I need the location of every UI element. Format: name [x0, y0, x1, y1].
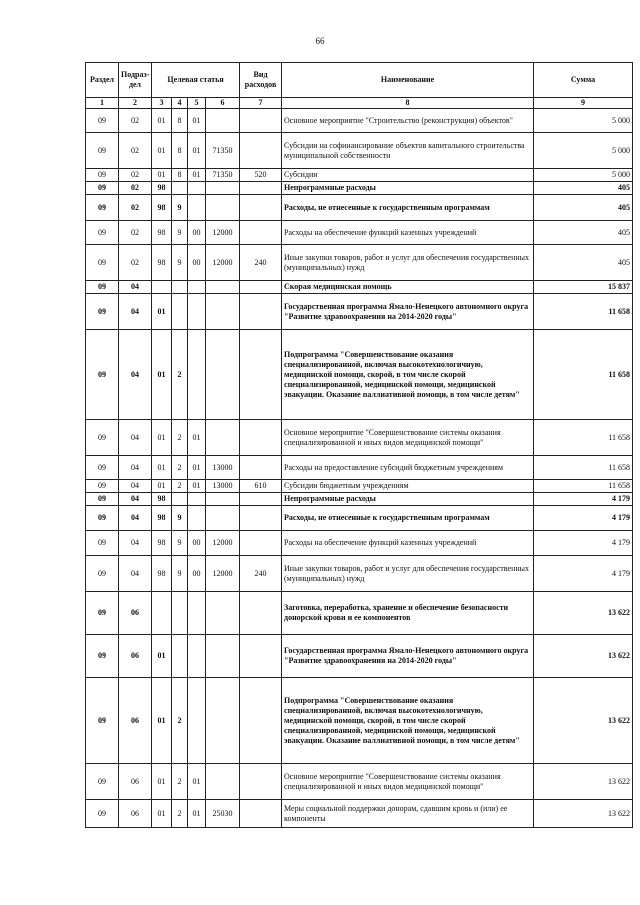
- target-code-2-cell: [172, 182, 188, 195]
- naimenovanie-cell: Основное мероприятие "Строительство (реконструкция) объектов": [282, 109, 534, 133]
- naimenovanie-cell: Расходы, не отнесенные к государственным программам: [282, 506, 534, 531]
- target-code-4-cell: [206, 635, 240, 678]
- target-code-4-cell: [206, 678, 240, 764]
- razdel-cell: 09: [86, 169, 119, 182]
- summa-cell: 13 622: [534, 764, 633, 800]
- header-summa: Сумма: [534, 63, 633, 98]
- naimenovanie-cell: Субсидии на софинансирование объектов капитального строительства муниципальной собственности: [282, 133, 534, 169]
- target-code-2-cell: 2: [172, 480, 188, 493]
- summa-cell: 13 622: [534, 635, 633, 678]
- vid-rashodov-cell: 610: [240, 480, 282, 493]
- naimenovanie-cell: Государственная программа Ямало-Ненецкого автономного округа "Развитие здравоохранения на 2014-2020 годы": [282, 635, 534, 678]
- vid-rashodov-cell: [240, 493, 282, 506]
- naimenovanie-cell: Иные закупки товаров, работ и услуг для обеспечения государственных (муниципальных) нужд: [282, 556, 534, 592]
- column-number: 5: [188, 98, 206, 109]
- page-number: 66: [315, 36, 325, 46]
- target-code-1-cell: 01: [152, 330, 172, 420]
- table-row: [86, 635, 633, 678]
- table-row: [86, 678, 633, 764]
- podrazdel-cell: 02: [119, 245, 152, 281]
- target-code-1-cell: 01: [152, 480, 172, 493]
- naimenovanie-cell: Основное мероприятие "Совершенствование системы оказания специализированной и иных видов медицинской помощи": [282, 764, 534, 800]
- target-code-1-cell: 01: [152, 635, 172, 678]
- vid-rashodov-cell: [240, 531, 282, 556]
- target-code-2-cell: 8: [172, 169, 188, 182]
- razdel-cell: 09: [86, 493, 119, 506]
- summa-cell: 13 622: [534, 678, 633, 764]
- summa-cell: 5 000: [534, 169, 633, 182]
- summa-cell: 405: [534, 182, 633, 195]
- target-code-3-cell: 01: [188, 480, 206, 493]
- target-code-2-cell: 9: [172, 506, 188, 531]
- target-code-4-cell: [206, 420, 240, 456]
- table-row: [86, 245, 633, 281]
- target-code-2-cell: [172, 592, 188, 635]
- vid-rashodov-cell: [240, 800, 282, 828]
- summa-cell: 5 000: [534, 133, 633, 169]
- vid-rashodov-cell: [240, 195, 282, 221]
- header-podrazdel: Подраз-дел: [119, 63, 152, 98]
- target-code-1-cell: 98: [152, 182, 172, 195]
- table-row: [86, 182, 633, 195]
- target-code-4-cell: [206, 592, 240, 635]
- header-razdel: Раздел: [86, 63, 119, 98]
- header-tselevaya-statya: Целевая статья: [152, 63, 240, 98]
- target-code-2-cell: 9: [172, 195, 188, 221]
- razdel-cell: 09: [86, 678, 119, 764]
- table-row: [86, 169, 633, 182]
- column-number: 4: [172, 98, 188, 109]
- table-row: [86, 330, 633, 420]
- target-code-3-cell: 01: [188, 169, 206, 182]
- naimenovanie-cell: Расходы на обеспечение функций казенных учреждений: [282, 531, 534, 556]
- vid-rashodov-cell: [240, 133, 282, 169]
- naimenovanie-cell: Субсидии бюджетным учреждениям: [282, 480, 534, 493]
- razdel-cell: 09: [86, 182, 119, 195]
- podrazdel-cell: 02: [119, 109, 152, 133]
- podrazdel-cell: 02: [119, 195, 152, 221]
- podrazdel-cell: 04: [119, 506, 152, 531]
- table-row: [86, 480, 633, 493]
- summa-cell: 4 179: [534, 531, 633, 556]
- table-row: [86, 195, 633, 221]
- table-row: [86, 221, 633, 245]
- podrazdel-cell: 02: [119, 182, 152, 195]
- naimenovanie-cell: Непрограммные расходы: [282, 493, 534, 506]
- vid-rashodov-cell: [240, 281, 282, 294]
- target-code-3-cell: 00: [188, 531, 206, 556]
- table-row: [86, 506, 633, 531]
- naimenovanie-cell: Непрограммные расходы: [282, 182, 534, 195]
- target-code-3-cell: 00: [188, 221, 206, 245]
- naimenovanie-cell: Расходы на предоставление субсидий бюджетным учреждениям: [282, 456, 534, 480]
- vid-rashodov-cell: [240, 635, 282, 678]
- budget-table: [85, 62, 633, 828]
- target-code-4-cell: [206, 195, 240, 221]
- summa-cell: 11 658: [534, 456, 633, 480]
- table-body: [86, 109, 633, 828]
- naimenovanie-cell: Подпрограмма "Совершенствование оказания специализированной, включая высокотехнологичную, медицинской помощи, скорой, в том числе скорой специализированной, медицинской помощи, медицинской эвакуации. Оказание паллиативной помощи, в том числе детям": [282, 330, 534, 420]
- razdel-cell: 09: [86, 109, 119, 133]
- table-row: [86, 493, 633, 506]
- naimenovanie-cell: Иные закупки товаров, работ и услуг для обеспечения государственных (муниципальных) нужд: [282, 245, 534, 281]
- table-row: [86, 556, 633, 592]
- target-code-4-cell: 13000: [206, 456, 240, 480]
- vid-rashodov-cell: [240, 109, 282, 133]
- razdel-cell: 09: [86, 281, 119, 294]
- podrazdel-cell: 04: [119, 493, 152, 506]
- target-code-2-cell: 9: [172, 531, 188, 556]
- target-code-4-cell: 71350: [206, 169, 240, 182]
- target-code-1-cell: 01: [152, 133, 172, 169]
- summa-cell: 405: [534, 195, 633, 221]
- target-code-3-cell: [188, 195, 206, 221]
- target-code-2-cell: 2: [172, 456, 188, 480]
- target-code-2-cell: 2: [172, 678, 188, 764]
- target-code-1-cell: 98: [152, 493, 172, 506]
- target-code-4-cell: [206, 493, 240, 506]
- target-code-2-cell: [172, 281, 188, 294]
- summa-cell: 11 658: [534, 480, 633, 493]
- summa-cell: 11 658: [534, 420, 633, 456]
- naimenovanie-cell: Основное мероприятие "Совершенствование системы оказания специализированной и иных видов медицинской помощи": [282, 420, 534, 456]
- razdel-cell: 09: [86, 294, 119, 330]
- column-number: 1: [86, 98, 119, 109]
- naimenovanie-cell: Субсидии: [282, 169, 534, 182]
- column-number: 3: [152, 98, 172, 109]
- target-code-2-cell: 2: [172, 420, 188, 456]
- target-code-3-cell: 00: [188, 245, 206, 281]
- summa-cell: 11 658: [534, 294, 633, 330]
- podrazdel-cell: 02: [119, 169, 152, 182]
- target-code-4-cell: 12000: [206, 221, 240, 245]
- table-row: [86, 456, 633, 480]
- target-code-4-cell: [206, 330, 240, 420]
- summa-cell: 4 179: [534, 556, 633, 592]
- target-code-4-cell: [206, 109, 240, 133]
- target-code-2-cell: [172, 294, 188, 330]
- podrazdel-cell: 04: [119, 330, 152, 420]
- razdel-cell: 09: [86, 245, 119, 281]
- column-number: 7: [240, 98, 282, 109]
- target-code-2-cell: 2: [172, 764, 188, 800]
- target-code-1-cell: 01: [152, 169, 172, 182]
- vid-rashodov-cell: [240, 456, 282, 480]
- header-naimenovanie: Наименование: [282, 63, 534, 98]
- header-vid-rashodov: Вид расходов: [240, 63, 282, 98]
- target-code-2-cell: 8: [172, 109, 188, 133]
- column-number-row: [86, 98, 633, 109]
- target-code-2-cell: [172, 493, 188, 506]
- table-row: [86, 592, 633, 635]
- table-row: [86, 109, 633, 133]
- target-code-4-cell: 12000: [206, 245, 240, 281]
- target-code-1-cell: 98: [152, 556, 172, 592]
- razdel-cell: 09: [86, 330, 119, 420]
- target-code-1-cell: 01: [152, 678, 172, 764]
- target-code-1-cell: 01: [152, 294, 172, 330]
- target-code-1-cell: 98: [152, 506, 172, 531]
- target-code-1-cell: 98: [152, 195, 172, 221]
- target-code-1-cell: 98: [152, 531, 172, 556]
- target-code-3-cell: [188, 294, 206, 330]
- target-code-3-cell: [188, 330, 206, 420]
- target-code-3-cell: [188, 506, 206, 531]
- summa-cell: 4 179: [534, 506, 633, 531]
- target-code-4-cell: [206, 294, 240, 330]
- summa-cell: 405: [534, 221, 633, 245]
- table-row: [86, 294, 633, 330]
- podrazdel-cell: 02: [119, 221, 152, 245]
- vid-rashodov-cell: [240, 592, 282, 635]
- summa-cell: 5 000: [534, 109, 633, 133]
- summa-cell: 11 658: [534, 330, 633, 420]
- table-row: [86, 800, 633, 828]
- razdel-cell: 09: [86, 480, 119, 493]
- naimenovanie-cell: Заготовка, переработка, хранение и обеспечение безопасности донорской крови и ее компонентов: [282, 592, 534, 635]
- vid-rashodov-cell: 240: [240, 556, 282, 592]
- target-code-3-cell: 01: [188, 456, 206, 480]
- target-code-2-cell: 9: [172, 245, 188, 281]
- naimenovanie-cell: Расходы на обеспечение функций казенных учреждений: [282, 221, 534, 245]
- razdel-cell: 09: [86, 456, 119, 480]
- target-code-3-cell: 01: [188, 800, 206, 828]
- target-code-4-cell: 13000: [206, 480, 240, 493]
- target-code-4-cell: 25030: [206, 800, 240, 828]
- target-code-2-cell: 2: [172, 330, 188, 420]
- column-number: 9: [534, 98, 633, 109]
- razdel-cell: 09: [86, 420, 119, 456]
- vid-rashodov-cell: [240, 420, 282, 456]
- podrazdel-cell: 06: [119, 678, 152, 764]
- target-code-3-cell: [188, 635, 206, 678]
- target-code-3-cell: [188, 281, 206, 294]
- target-code-3-cell: 01: [188, 420, 206, 456]
- razdel-cell: 09: [86, 531, 119, 556]
- podrazdel-cell: 02: [119, 133, 152, 169]
- podrazdel-cell: 04: [119, 420, 152, 456]
- vid-rashodov-cell: 520: [240, 169, 282, 182]
- summa-cell: 13 622: [534, 592, 633, 635]
- target-code-1-cell: 01: [152, 456, 172, 480]
- target-code-3-cell: 00: [188, 556, 206, 592]
- target-code-1-cell: [152, 281, 172, 294]
- podrazdel-cell: 06: [119, 635, 152, 678]
- table-row: [86, 133, 633, 169]
- vid-rashodov-cell: [240, 678, 282, 764]
- table-row: [86, 764, 633, 800]
- naimenovanie-cell: Расходы, не отнесенные к государственным программам: [282, 195, 534, 221]
- target-code-4-cell: [206, 281, 240, 294]
- column-number: 2: [119, 98, 152, 109]
- vid-rashodov-cell: [240, 294, 282, 330]
- header-row: [86, 63, 633, 98]
- naimenovanie-cell: Подпрограмма "Совершенствование оказания специализированной, включая высокотехнологичную, медицинской помощи, скорой, в том числе скорой специализированной, медицинской помощи, медицинской эвакуации. Оказание паллиативной помощи, в том числе детям": [282, 678, 534, 764]
- target-code-3-cell: [188, 592, 206, 635]
- razdel-cell: 09: [86, 506, 119, 531]
- vid-rashodov-cell: [240, 330, 282, 420]
- vid-rashodov-cell: [240, 182, 282, 195]
- target-code-2-cell: 9: [172, 221, 188, 245]
- podrazdel-cell: 06: [119, 592, 152, 635]
- razdel-cell: 09: [86, 195, 119, 221]
- target-code-4-cell: [206, 764, 240, 800]
- naimenovanie-cell: Государственная программа Ямало-Ненецкого автономного округа "Развитие здравоохранения на 2014-2020 годы": [282, 294, 534, 330]
- column-number: 6: [206, 98, 240, 109]
- table-row: [86, 420, 633, 456]
- target-code-1-cell: 98: [152, 221, 172, 245]
- target-code-4-cell: 12000: [206, 556, 240, 592]
- summa-cell: 13 622: [534, 800, 633, 828]
- podrazdel-cell: 04: [119, 556, 152, 592]
- target-code-2-cell: 9: [172, 556, 188, 592]
- target-code-3-cell: [188, 678, 206, 764]
- target-code-3-cell: [188, 493, 206, 506]
- razdel-cell: 09: [86, 764, 119, 800]
- target-code-2-cell: [172, 635, 188, 678]
- vid-rashodov-cell: [240, 764, 282, 800]
- table-row: [86, 281, 633, 294]
- razdel-cell: 09: [86, 556, 119, 592]
- target-code-3-cell: 01: [188, 109, 206, 133]
- razdel-cell: 09: [86, 133, 119, 169]
- target-code-1-cell: 98: [152, 245, 172, 281]
- summa-cell: 15 837: [534, 281, 633, 294]
- podrazdel-cell: 06: [119, 764, 152, 800]
- podrazdel-cell: 04: [119, 281, 152, 294]
- target-code-1-cell: 01: [152, 800, 172, 828]
- target-code-1-cell: 01: [152, 420, 172, 456]
- summa-cell: 4 179: [534, 493, 633, 506]
- podrazdel-cell: 04: [119, 294, 152, 330]
- podrazdel-cell: 06: [119, 800, 152, 828]
- column-number: 8: [282, 98, 534, 109]
- razdel-cell: 09: [86, 221, 119, 245]
- summa-cell: 405: [534, 245, 633, 281]
- table-row: [86, 531, 633, 556]
- target-code-3-cell: [188, 182, 206, 195]
- naimenovanie-cell: Меры социальной поддержки донорам, сдавшим кровь и (или) ее компоненты: [282, 800, 534, 828]
- target-code-4-cell: 12000: [206, 531, 240, 556]
- target-code-4-cell: [206, 506, 240, 531]
- target-code-4-cell: 71350: [206, 133, 240, 169]
- target-code-2-cell: 8: [172, 133, 188, 169]
- vid-rashodov-cell: [240, 506, 282, 531]
- target-code-2-cell: 2: [172, 800, 188, 828]
- podrazdel-cell: 04: [119, 480, 152, 493]
- razdel-cell: 09: [86, 635, 119, 678]
- naimenovanie-cell: Скорая медицинская помощь: [282, 281, 534, 294]
- target-code-3-cell: 01: [188, 764, 206, 800]
- vid-rashodov-cell: 240: [240, 245, 282, 281]
- target-code-1-cell: [152, 592, 172, 635]
- podrazdel-cell: 04: [119, 456, 152, 480]
- podrazdel-cell: 04: [119, 531, 152, 556]
- target-code-1-cell: 01: [152, 109, 172, 133]
- razdel-cell: 09: [86, 592, 119, 635]
- target-code-4-cell: [206, 182, 240, 195]
- target-code-1-cell: 01: [152, 764, 172, 800]
- target-code-3-cell: 01: [188, 133, 206, 169]
- razdel-cell: 09: [86, 800, 119, 828]
- vid-rashodov-cell: [240, 221, 282, 245]
